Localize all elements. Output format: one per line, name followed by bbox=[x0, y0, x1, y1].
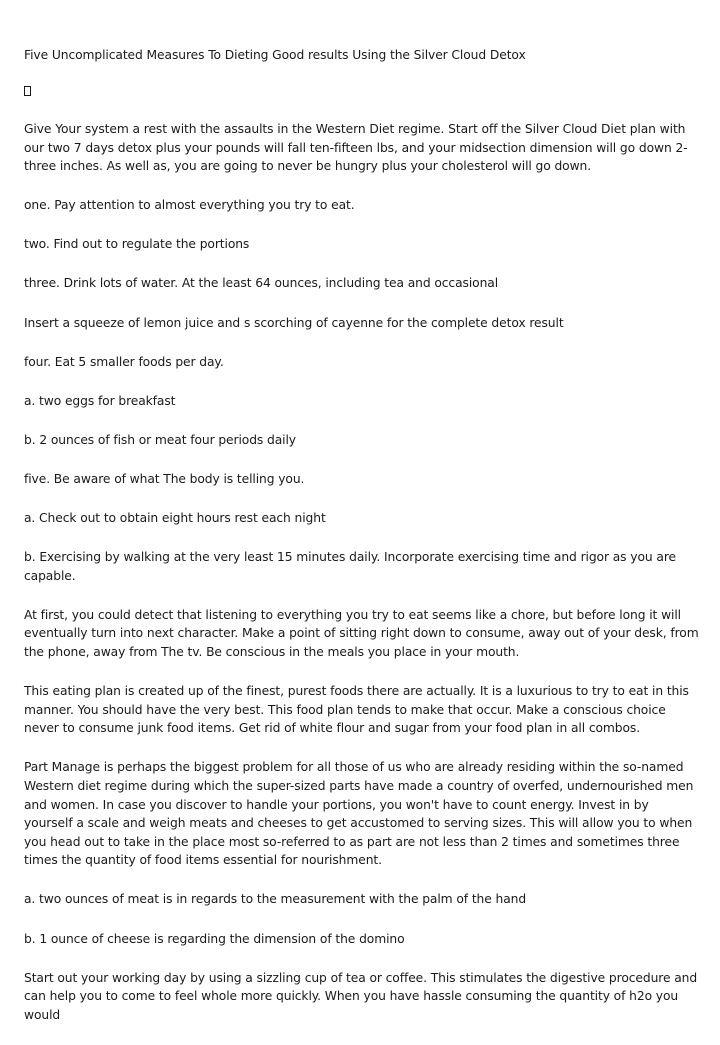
missing-glyph-icon bbox=[24, 86, 31, 96]
list-item: a. two eggs for breakfast bbox=[24, 393, 176, 408]
list-item: four. Eat 5 smaller foods per day. bbox=[24, 354, 224, 369]
paragraph: This eating plan is created up of the finest, purest foods there are actually. It is a luxurious to try to eat in this manner. You should have the very best. This food plan tends to make that occur. Make a conscious choice never to consume junk food items. Get rid of white flour and sugar from your food plan in all combos. bbox=[24, 684, 689, 736]
document-title: Five Uncomplicated Measures To Dieting Good results Using the Silver Cloud Detox bbox=[24, 48, 526, 62]
document-body bbox=[24, 120, 700, 1024]
list-item: three. Drink lots of water. At the least 64 ounces, including tea and occasional bbox=[24, 276, 499, 291]
document-page bbox=[24, 46, 700, 1045]
paragraph: Insert a squeeze of lemon juice and s scorching of cayenne for the complete detox result bbox=[24, 315, 564, 330]
paragraph: Start out your working day by using a sizzling cup of tea or coffee. This stimulates the digestive procedure and can help you to come to feel whole more quickly. When you have hassle consuming the quantity of h2o you would bbox=[24, 970, 698, 1022]
paragraph: Part Manage is perhaps the biggest problem for all those of us who are already residing within the so-named Western diet regime during which the super-sized parts have made a country of overfed, undernourished men and women. In case you discover to handle your portions, you won't have to count energy. Invest in by yourself a scale and weigh meats and cheeses to get accustomed to serving sizes. This will allow you to when you head out to take in the place most so-referred to as part are not less than 2 times and sometimes three times the quantity of food items essential for nourishment. bbox=[24, 760, 694, 868]
list-item: a. Check out to obtain eight hours rest each night bbox=[24, 511, 326, 526]
list-item: two. Find out to regulate the portions bbox=[24, 237, 250, 252]
list-item: b. 1 ounce of cheese is regarding the dimension of the domino bbox=[24, 931, 405, 946]
list-item: five. Be aware of what The body is telling you. bbox=[24, 471, 305, 486]
list-item: b. Exercising by walking at the very least 15 minutes daily. Incorporate exercising time and rigor as you are capable. bbox=[24, 550, 676, 583]
list-item: a. two ounces of meat is in regards to the measurement with the palm of the hand bbox=[24, 892, 527, 907]
list-item: b. 2 ounces of fish or meat four periods daily bbox=[24, 432, 296, 447]
list-item: one. Pay attention to almost everything you try to eat. bbox=[24, 198, 355, 213]
paragraph: Give Your system a rest with the assaults in the Western Diet regime. Start off the Silver Cloud Diet plan with our two 7 days detox plus your pounds will fall ten-fifteen lbs, and your midsection dimension will go down 2-three inches. As well as, you are going to never be hungry plus your cholesterol will go down. bbox=[24, 122, 688, 174]
paragraph: At first, you could detect that listening to everything you try to eat seems like a chore, but before long it will eventually turn into next character. Make a point of sitting right down to consume, away out of your desk, from the phone, away from The tv. Be conscious in the meals you place in your mouth. bbox=[24, 607, 699, 659]
